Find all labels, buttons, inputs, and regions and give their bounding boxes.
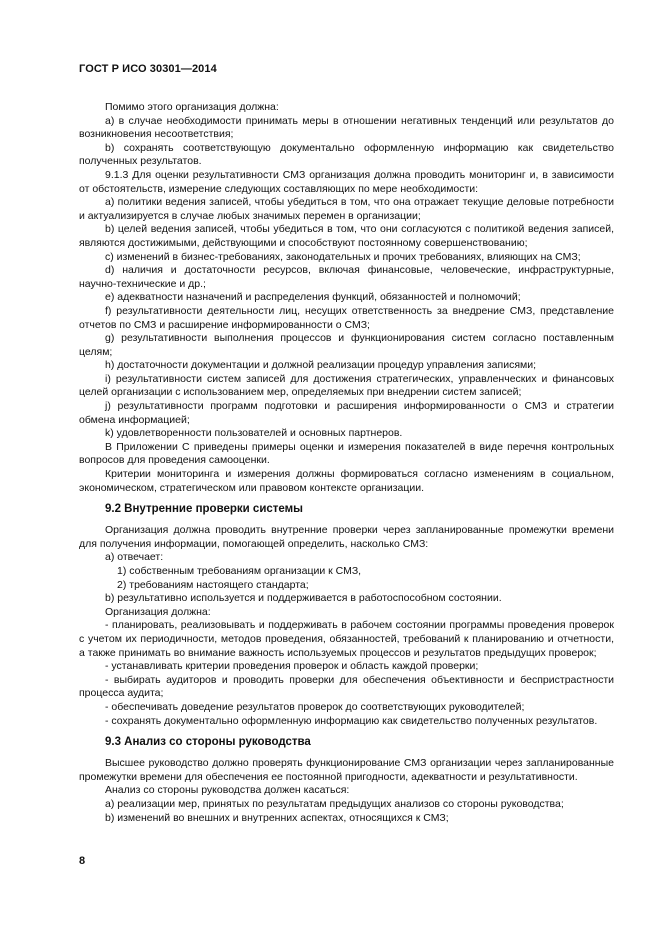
paragraph: Организация должна:	[105, 605, 211, 618]
paragraph: В Приложении С приведены примеры оценки и измерения показателей в виде перечня контрольных вопросов для проведения самооценки.	[79, 440, 614, 467]
paragraph: a) в случае необходимости принимать меры в отношении негативных тенденций или результатов до возникновения несоответствия;	[79, 114, 614, 141]
paragraph: a) политики ведения записей, чтобы убедиться в том, что она отражает текущие деловые потребности и актуализируется в случае любых значимых перемен в организации;	[79, 196, 614, 222]
paragraph: b) изменений во внешних и внутренних аспектах, относящихся к СМЗ;	[105, 811, 449, 824]
paragraph: - обеспечивать доведение результатов проверок до соответствующих руководителей;	[105, 700, 525, 713]
paragraph: i) результативности систем записей для достижения стратегических, управленческих и финансовых целей организации с использованием мер, определяемых при внедрении систем записей;	[79, 372, 614, 399]
paragraph: - сохранять документально оформленную информацию как свидетельство полученных результатов.	[105, 714, 598, 727]
paragraph: Организация должна проводить внутренние проверки через запланированные промежутки времени для получения информации, помогающей определить, насколько СМЗ:	[79, 524, 614, 550]
paragraph: 9.1.3 Для оценки результативности СМЗ организация должна проводить мониторинг и, в зависимости от обстоятельств, измерение следующих составляющих по мере необходимости:	[79, 168, 614, 195]
section-heading-9-3: 9.3 Анализ со стороны руководства	[105, 736, 311, 749]
paragraph: j) результативности программ подготовки и расширения информированности о СМЗ и стратегии обмена информацией;	[79, 400, 614, 426]
paragraph: b) целей ведения записей, чтобы убедиться в том, что они согласуются с политикой ведения записей, являются достижимыми, действующими и способствуют постоянному совершенствованию;	[79, 223, 614, 249]
paragraph: k) удовлетворенности пользователей и основных партнеров.	[105, 427, 403, 440]
paragraph: e) адекватности назначений и распределения функций, обязанностей и полномочий;	[105, 291, 521, 304]
paragraph: g) результативности выполнения процессов и функционирования систем согласно поставленным целям;	[79, 332, 614, 358]
paragraph: 2) требованиям настоящего стандарта;	[117, 578, 309, 591]
section-9-1-text	[79, 101, 614, 495]
paragraph: b) сохранять соответствующую документально оформленную информацию как свидетельство полученных результатов.	[79, 141, 614, 168]
section-9-2-text-continued	[79, 592, 614, 728]
paragraph: d) наличия и достаточности ресурсов, включая финансовые, человеческие, инфраструктурные, научно-технические и др.;	[79, 264, 614, 290]
paragraph: Анализ со стороны руководства должен касаться:	[105, 784, 350, 797]
paragraph: a) отвечает:	[105, 551, 164, 564]
paragraph: - выбирать аудиторов и проводить проверки для обеспечения объективности и беспристрастности процесса аудита;	[79, 673, 614, 700]
section-9-3-text	[79, 757, 614, 825]
section-9-2-text	[79, 524, 614, 565]
paragraph: Критерии мониторинга и измерения должны формироваться согласно изменениям в социальном, экономическом, стратегическом или правовом контексте организации.	[79, 468, 614, 494]
paragraph: h) достаточности документации и должной реализации процедур управления записями;	[105, 359, 537, 372]
section-heading-9-2: 9.2 Внутренние проверки системы	[105, 503, 303, 516]
paragraph: b) результативно используется и поддерживается в работоспособном состоянии.	[105, 592, 502, 605]
page-number: 8	[79, 855, 86, 867]
paragraph: 1) собственным требованиям организации к СМЗ,	[117, 565, 362, 577]
paragraph: f) результативности деятельности лиц, несущих ответственность за внедрение СМЗ, представление отчетов по СМЗ и расширение информированности о СМЗ;	[79, 304, 614, 331]
paragraph: Помимо этого организация должна:	[105, 101, 279, 113]
paragraph: - устанавливать критерии проведения проверок и область каждой проверки;	[105, 660, 479, 673]
section-9-2-subitems	[79, 565, 614, 592]
paragraph: Высшее руководство должно проверять функционирование СМЗ организации через запланированные промежутки времени для обеспечения ее постоянной пригодности, адекватности и результативности.	[79, 757, 614, 783]
page-body	[79, 101, 614, 825]
paragraph: c) изменений в бизнес-требованиях, законодательных и прочих требованиях, влияющих на СМЗ;	[105, 250, 581, 263]
paragraph: a) реализации мер, принятых по результатам предыдущих анализов со стороны руководства;	[105, 797, 564, 810]
paragraph: - планировать, реализовывать и поддерживать в рабочем состоянии программы проведения проверок с учетом их периодичности, методов проведения, обязанностей, требований к планированию и отчетности, а также принимать во внимание важность используемых процессов и результатов предыдущих проверок;	[79, 619, 614, 659]
document-header: ГОСТ Р ИСО 30301—2014	[79, 63, 217, 75]
